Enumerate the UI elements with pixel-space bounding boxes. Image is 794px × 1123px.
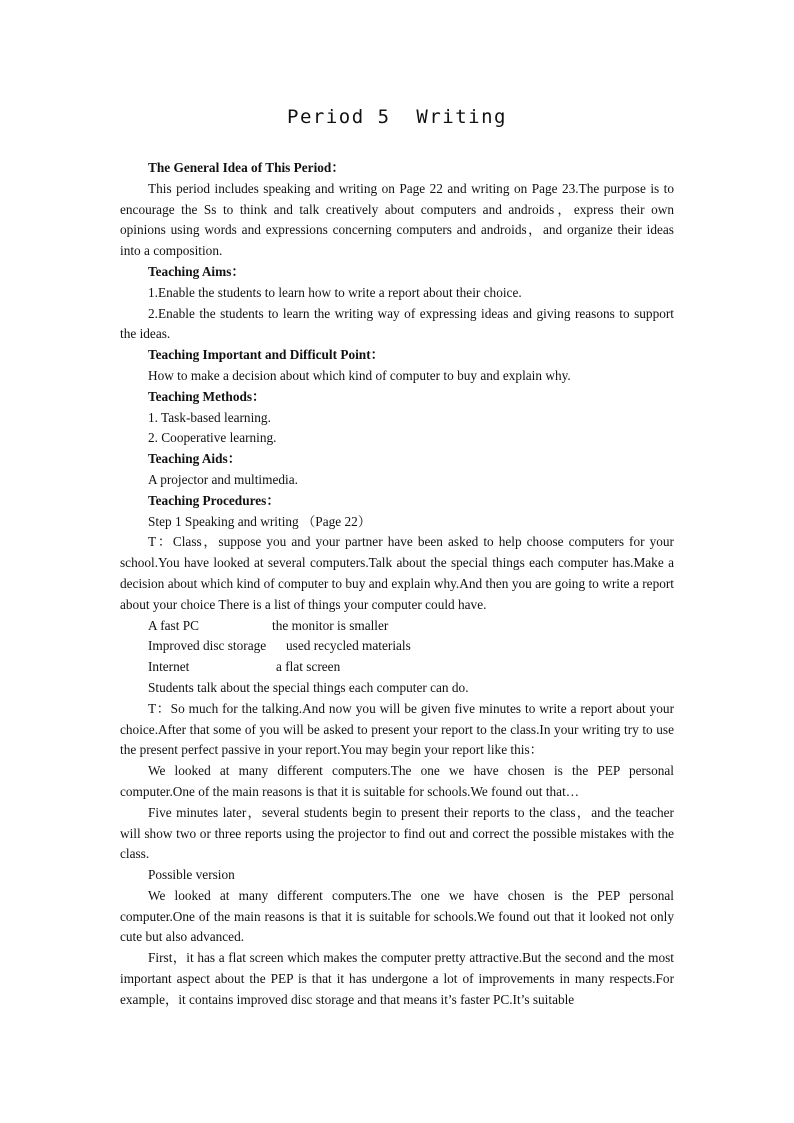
step-heading: Step 1 Speaking and writing （Page 22）	[148, 513, 372, 529]
page-title: Period 5 Writing	[287, 106, 507, 128]
teaching-aids-paragraph: A projector and multimedia.	[148, 471, 298, 487]
teaching-aim-item: 1.Enable the students to learn how to write a report about their choice.	[148, 284, 522, 300]
feature-item: used recycled materials	[286, 638, 411, 654]
possible-version-label: Possible version	[148, 867, 235, 883]
feature-item: a flat screen	[276, 659, 341, 675]
feature-item: Internet	[148, 659, 190, 675]
teaching-procedures-heading: Teaching Procedures：	[148, 492, 280, 508]
teaching-methods-heading: Teaching Methods：	[148, 388, 266, 404]
feature-list-row	[120, 636, 674, 657]
teaching-method-item: 2. Cooperative learning.	[148, 430, 277, 446]
feature-item: A fast PC	[148, 617, 199, 633]
teaching-method-item: 1. Task-based learning.	[148, 409, 271, 425]
version-paragraph: We looked at many different computers.The one we have chosen is the PEP personal computer.One of the main reasons is that it is suitable for schools.We found out that it looked not only cute but also advanced.	[120, 887, 674, 945]
teacher-paragraph: T：Class，suppose you and your partner have been asked to help choose computers for your school.You have looked at several computers.Talk about the special things each computer has.Make a decision about which kind of computer to buy and explain why.And then you are going to write a report about your choice There is a list of things your computer could have.	[120, 534, 674, 612]
presentation-paragraph: Five minutes later，several students begin to present their reports to the class，and the teacher will show two or three reports using the projector to find out and correct the possible mistakes with the class.	[120, 804, 674, 862]
version-paragraph: First，it has a flat screen which makes the computer pretty attractive.But the second and the most important aspect about the PEP is that it has undergone a lot of improvements in many respects.For example，it contains improved disc storage and that means it’s faster PC.It’s suitable	[120, 950, 674, 1007]
important-point-heading: Teaching Important and Difficult Point：	[148, 347, 384, 363]
general-idea-heading: The General Idea of This Period：	[148, 160, 345, 175]
students-talk-paragraph: Students talk about the special things each computer can do.	[148, 679, 469, 695]
teaching-aids-heading: Teaching Aids：	[148, 451, 241, 467]
teaching-aims-heading: Teaching Aims：	[148, 263, 245, 279]
important-point-paragraph: How to make a decision about which kind of computer to buy and explain why.	[148, 367, 571, 383]
feature-list-row	[120, 616, 674, 637]
teacher-paragraph: T：So much for the talking.And now you will be given five minutes to write a report about your choice.After that some of you will be asked to present your report to the class.In your writing try to use the present perfect passive in your report.You may begin your report like this：	[120, 700, 674, 758]
feature-item: Improved disc storage	[148, 638, 267, 654]
document-body	[120, 158, 674, 1011]
report-beginning-paragraph: We looked at many different computers.The one we have chosen is the PEP personal computer.One of the main reasons is that it is suitable for schools.We found out that…	[120, 763, 674, 799]
feature-list-row	[120, 657, 674, 678]
feature-item: the monitor is smaller	[272, 617, 389, 633]
teaching-aim-item: 2.Enable the students to learn the writing way of expressing ideas and giving reasons to support the ideas.	[120, 305, 674, 342]
general-idea-paragraph: This period includes speaking and writing on Page 22 and writing on Page 23.The purpose is to encourage the Ss to think and talk creatively about computers and androids，express their own opinions using words and expressions concerning computers and androids，and organize their ideas into a composition.	[120, 180, 674, 259]
